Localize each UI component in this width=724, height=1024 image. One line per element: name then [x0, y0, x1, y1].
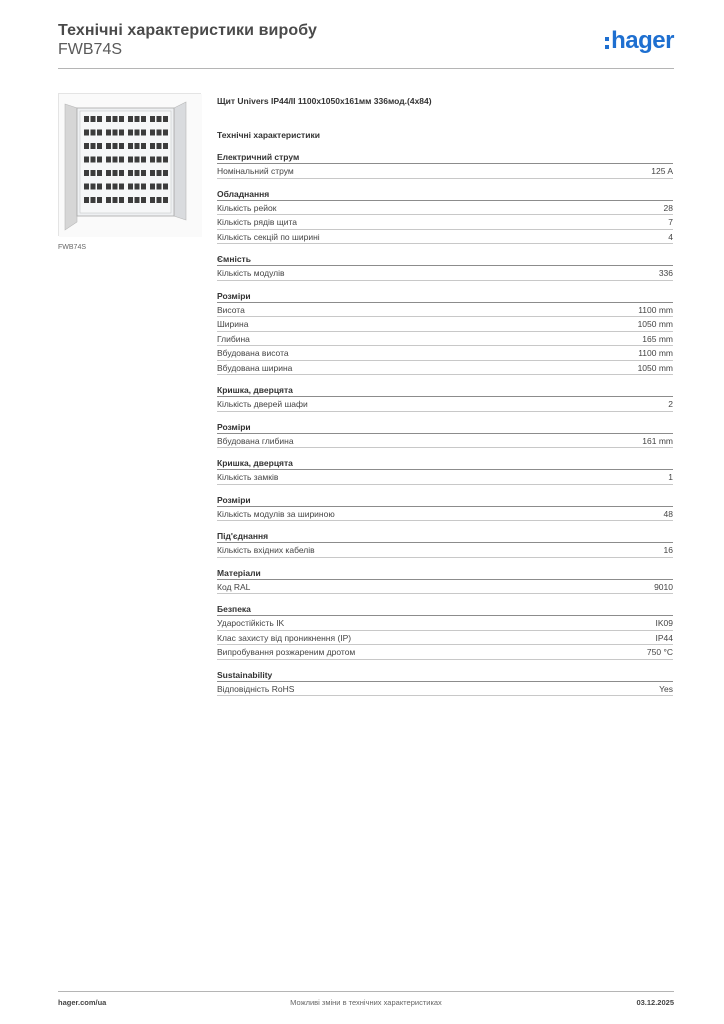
- spec-row: [217, 215, 673, 230]
- spec-label: Ширина: [217, 319, 249, 329]
- module-slot: [141, 170, 146, 176]
- spec-row: [217, 317, 673, 332]
- module-slot: [150, 170, 155, 176]
- spec-value: 16: [663, 545, 673, 555]
- spec-group: [217, 669, 673, 697]
- module-slot: [141, 197, 146, 203]
- spec-group: [217, 253, 673, 281]
- module-slot: [157, 130, 162, 136]
- module-slot: [84, 157, 89, 163]
- module-slot: [84, 143, 89, 149]
- module-slot: [135, 130, 140, 136]
- spec-value: 1: [668, 472, 673, 482]
- module-slot: [113, 170, 118, 176]
- module-slot: [163, 143, 168, 149]
- module-slot: [128, 116, 133, 122]
- logo-dots-icon: [605, 37, 609, 49]
- spec-row: [217, 346, 673, 361]
- module-slot: [106, 184, 111, 190]
- product-code: FWB74S: [58, 41, 123, 58]
- spec-group-title: Розміри: [217, 494, 673, 507]
- spec-group-title: Розміри: [217, 421, 673, 434]
- module-slot: [113, 157, 118, 163]
- spec-group: [217, 384, 673, 412]
- module-slot: [84, 197, 89, 203]
- spec-group: [217, 494, 673, 522]
- module-slot: [106, 130, 111, 136]
- module-slot: [97, 143, 102, 149]
- spec-value: 165 mm: [642, 333, 673, 344]
- spec-label: Випробування розжареним дротом: [217, 647, 356, 657]
- spec-heading: Технічні характеристики: [217, 130, 320, 140]
- spec-group: [217, 567, 673, 595]
- spec-value: 750 °C: [646, 647, 673, 657]
- module-slot: [163, 184, 168, 190]
- module-slot: [128, 170, 133, 176]
- spec-value: 2: [668, 399, 673, 409]
- module-slot: [128, 143, 133, 149]
- page-header: [58, 22, 674, 70]
- enclosure-icon: [59, 94, 202, 237]
- module-slot: [141, 116, 146, 122]
- image-caption: FWB74S: [58, 244, 87, 251]
- module-slot: [150, 130, 155, 136]
- spec-group: [217, 151, 673, 179]
- website-link[interactable]: hager.com/ua: [58, 998, 107, 1007]
- spec-row: [217, 616, 673, 631]
- spec-value: 4: [668, 231, 673, 242]
- module-slot: [157, 170, 162, 176]
- spec-sheet: [217, 96, 673, 696]
- spec-row: [217, 631, 673, 646]
- module-slot: [128, 130, 133, 136]
- spec-group-title: Обладнання: [217, 188, 673, 201]
- spec-group-title: Матеріали: [217, 567, 673, 580]
- spec-label: Ударостійкість IK: [217, 618, 285, 628]
- module-slot: [97, 130, 102, 136]
- spec-value: 7: [668, 217, 673, 227]
- module-slot: [150, 143, 155, 149]
- product-name: Щит Univers IP44/II 1100x1050x161мм 336мод.(4x84): [217, 96, 432, 106]
- spec-value: 1100 mm: [638, 304, 673, 315]
- module-slot: [119, 143, 124, 149]
- module-slot: [91, 197, 96, 203]
- spec-group: [217, 530, 673, 558]
- module-slot: [113, 143, 118, 149]
- spec-row: [217, 397, 673, 412]
- spec-group: [217, 457, 673, 485]
- module-slot: [91, 157, 96, 163]
- module-slot: [150, 197, 155, 203]
- module-slot: [84, 184, 89, 190]
- spec-label: Клас захисту від проникнення (IP): [217, 632, 352, 643]
- spec-row: [217, 682, 673, 697]
- module-slot: [128, 184, 133, 190]
- module-slot: [91, 184, 96, 190]
- spec-group-title: Безпека: [217, 603, 673, 616]
- module-slot: [150, 157, 155, 163]
- spec-row: [217, 580, 673, 595]
- module-slot: [91, 116, 96, 122]
- logo-text: hager: [611, 27, 674, 54]
- document-title: Технічні характеристики виробу: [58, 22, 317, 39]
- spec-group-title: Sustainability: [217, 669, 673, 682]
- module-slot: [163, 130, 168, 136]
- module-slot: [113, 197, 118, 203]
- module-slot: [106, 170, 111, 176]
- spec-value: IK09: [655, 618, 673, 628]
- spec-label: Кількість рядів щита: [217, 217, 297, 227]
- spec-row: [217, 164, 673, 179]
- document-date: 03.12.2025: [636, 998, 674, 1007]
- spec-row: [217, 543, 673, 558]
- spec-groups: [217, 151, 673, 696]
- module-slot: [113, 116, 118, 122]
- spec-row: [217, 332, 673, 347]
- spec-group-title: Ємність: [217, 253, 673, 266]
- spec-group-title: Під'єднання: [217, 530, 673, 543]
- header-divider: [58, 68, 674, 69]
- spec-row: [217, 266, 673, 281]
- spec-label: Висота: [217, 304, 245, 315]
- module-slot: [119, 184, 124, 190]
- module-slot: [97, 157, 102, 163]
- module-slot: [157, 184, 162, 190]
- module-slot: [97, 197, 102, 203]
- module-slot: [135, 157, 140, 163]
- module-slot: [135, 116, 140, 122]
- module-slot: [135, 170, 140, 176]
- spec-row: [217, 201, 673, 216]
- module-slot: [141, 157, 146, 163]
- module-slot: [113, 184, 118, 190]
- spec-label: Кількість замків: [217, 472, 279, 482]
- spec-row: [217, 645, 673, 660]
- spec-value: 125 A: [651, 166, 673, 176]
- product-image: [58, 93, 201, 236]
- spec-label: Відповідність RoHS: [217, 683, 295, 694]
- spec-group: [217, 188, 673, 245]
- spec-value: 1100 mm: [638, 348, 673, 358]
- spec-group-title: Кришка, дверцята: [217, 384, 673, 397]
- spec-value: 28: [663, 202, 673, 213]
- spec-label: Кількість секцій по ширині: [217, 231, 320, 242]
- module-slot: [135, 143, 140, 149]
- spec-group: [217, 603, 673, 660]
- spec-group: [217, 421, 673, 449]
- module-slot: [91, 130, 96, 136]
- spec-label: Номінальний струм: [217, 166, 294, 176]
- spec-label: Вбудована глибина: [217, 435, 294, 446]
- module-slot: [106, 143, 111, 149]
- spec-row: [217, 470, 673, 485]
- spec-label: Вбудована висота: [217, 348, 289, 358]
- spec-row: [217, 303, 673, 318]
- module-slot: [97, 116, 102, 122]
- module-slot: [150, 116, 155, 122]
- spec-row: [217, 434, 673, 449]
- spec-label: Кількість вхідних кабелів: [217, 545, 315, 555]
- spec-label: Кількість рейок: [217, 202, 277, 213]
- spec-value: 9010: [654, 581, 673, 592]
- spec-group-title: Розміри: [217, 290, 673, 303]
- module-slot: [106, 157, 111, 163]
- spec-label: Вбудована ширина: [217, 362, 293, 373]
- spec-group: [217, 290, 673, 376]
- module-slot: [157, 116, 162, 122]
- module-slot: [84, 130, 89, 136]
- module-slot: [97, 170, 102, 176]
- module-slot: [97, 184, 102, 190]
- hager-logo: [605, 28, 674, 54]
- module-slot: [91, 143, 96, 149]
- spec-label: Кількість модулів за шириною: [217, 508, 335, 519]
- module-slot: [157, 157, 162, 163]
- module-slot: [157, 143, 162, 149]
- module-slot: [84, 116, 89, 122]
- module-slot: [106, 116, 111, 122]
- module-slot: [113, 130, 118, 136]
- spec-value: 48: [663, 508, 673, 519]
- module-slot: [135, 197, 140, 203]
- module-slot: [157, 197, 162, 203]
- spec-label: Код RAL: [217, 581, 251, 592]
- spec-label: Глибина: [217, 333, 250, 344]
- module-slot: [119, 130, 124, 136]
- spec-row: [217, 230, 673, 245]
- module-slot: [163, 170, 168, 176]
- module-slot: [163, 116, 168, 122]
- spec-value: 336: [658, 268, 673, 278]
- module-slot: [119, 157, 124, 163]
- module-slot: [141, 130, 146, 136]
- module-slot: [163, 157, 168, 163]
- spec-value: IP44: [655, 632, 673, 643]
- module-slot: [119, 116, 124, 122]
- spec-label: Кількість модулів: [217, 268, 285, 278]
- spec-value: 161 mm: [642, 435, 673, 446]
- spec-value: Yes: [659, 683, 673, 694]
- module-slot: [141, 143, 146, 149]
- module-slot: [91, 170, 96, 176]
- spec-row: [217, 507, 673, 522]
- module-slot: [163, 197, 168, 203]
- module-slot: [135, 184, 140, 190]
- spec-value: 1050 mm: [637, 362, 673, 373]
- module-slot: [128, 157, 133, 163]
- spec-value: 1050 mm: [637, 319, 673, 329]
- module-slot: [84, 170, 89, 176]
- module-slot: [119, 197, 124, 203]
- module-slot: [150, 184, 155, 190]
- spec-row: [217, 361, 673, 376]
- spec-group-title: Електричний струм: [217, 151, 673, 164]
- footer-divider: [58, 991, 674, 992]
- module-slot: [106, 197, 111, 203]
- module-slot: [128, 197, 133, 203]
- disclaimer: Можливі зміни в технічних характеристиках: [290, 998, 442, 1007]
- module-slot: [141, 184, 146, 190]
- module-slot: [119, 170, 124, 176]
- spec-group-title: Кришка, дверцята: [217, 457, 673, 470]
- spec-label: Кількість дверей шафи: [217, 399, 308, 409]
